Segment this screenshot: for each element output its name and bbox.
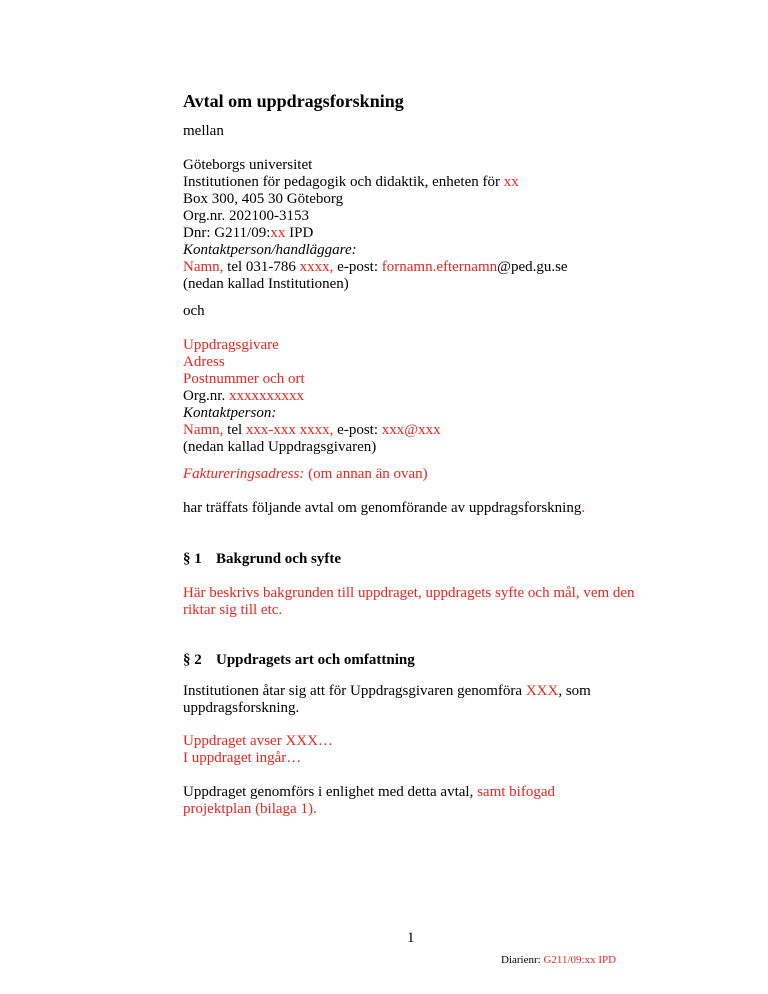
mellan-text: mellan bbox=[183, 123, 224, 139]
party1-contact: Namn, tel 031-786 xxxx, e-post: fornamn.efternamn@ped.gu.se bbox=[183, 259, 568, 275]
document-title: Avtal om uppdragsforskning bbox=[183, 91, 404, 111]
party1-orgnr: Org.nr. 202100-3153 bbox=[183, 208, 309, 224]
billing-label: Faktureringsadress: bbox=[183, 466, 305, 482]
section-2-heading bbox=[183, 652, 415, 669]
party2-postal: Postnummer och ort bbox=[183, 371, 305, 387]
section-1-title: Bakgrund och syfte bbox=[216, 551, 342, 567]
section-1-heading bbox=[183, 551, 341, 568]
party1-alias: (nedan kallad Institutionen) bbox=[183, 276, 349, 292]
billing-line bbox=[183, 466, 653, 483]
section-2-paragraph-2: Uppdraget avser XXX… I uppdraget ingår… bbox=[183, 733, 333, 766]
party2-orgnr: Org.nr. xxxxxxxxxx bbox=[183, 388, 304, 404]
section-1-number: § 1 bbox=[183, 551, 202, 567]
party1-address: Box 300, 405 30 Göteborg bbox=[183, 191, 344, 207]
party1-block bbox=[183, 157, 653, 293]
page-number: 1 bbox=[407, 930, 415, 946]
footer-diarienr: Diarienr: G211/09:xx IPD bbox=[501, 954, 617, 966]
party2-name: Uppdragsgivare bbox=[183, 337, 279, 353]
och-text: och bbox=[183, 303, 205, 319]
party2-block bbox=[183, 337, 653, 456]
party1-department: Institutionen för pedagogik och didaktik, enheten för xx bbox=[183, 174, 519, 190]
section-2-paragraph-3: Uppdraget genomförs i enlighet med detta avtal, samt bifogad projektplan (bilaga 1). bbox=[183, 784, 555, 817]
billing-note: (om annan än ovan) bbox=[304, 466, 428, 482]
party1-contact-label: Kontaktperson/handläggare: bbox=[183, 242, 357, 258]
section-2-number: § 2 bbox=[183, 652, 202, 668]
party2-address: Adress bbox=[183, 354, 225, 370]
party2-alias: (nedan kallad Uppdragsgivaren) bbox=[183, 439, 377, 455]
party2-contact-label: Kontaktperson: bbox=[183, 405, 277, 421]
party1-name: Göteborgs universitet bbox=[183, 157, 313, 173]
section-2-title: Uppdragets art och omfattning bbox=[216, 652, 415, 668]
agreement-text: har träffats följande avtal om genomförande av uppdragsforskning. bbox=[183, 500, 586, 516]
party2-contact: Namn, tel xxx-xxx xxxx, e-post: xxx@xxx bbox=[183, 422, 441, 438]
section-2-paragraph-1: Institutionen åtar sig att för Uppdragsgivaren genomföra XXX, som uppdragsforskning. bbox=[183, 683, 591, 716]
section-1-paragraph: Här beskrivs bakgrunden till uppdraget, uppdragets syfte och mål, vem den riktar sig till etc. bbox=[183, 585, 635, 618]
party1-dnr: Dnr: G211/09:xx IPD bbox=[183, 225, 314, 241]
